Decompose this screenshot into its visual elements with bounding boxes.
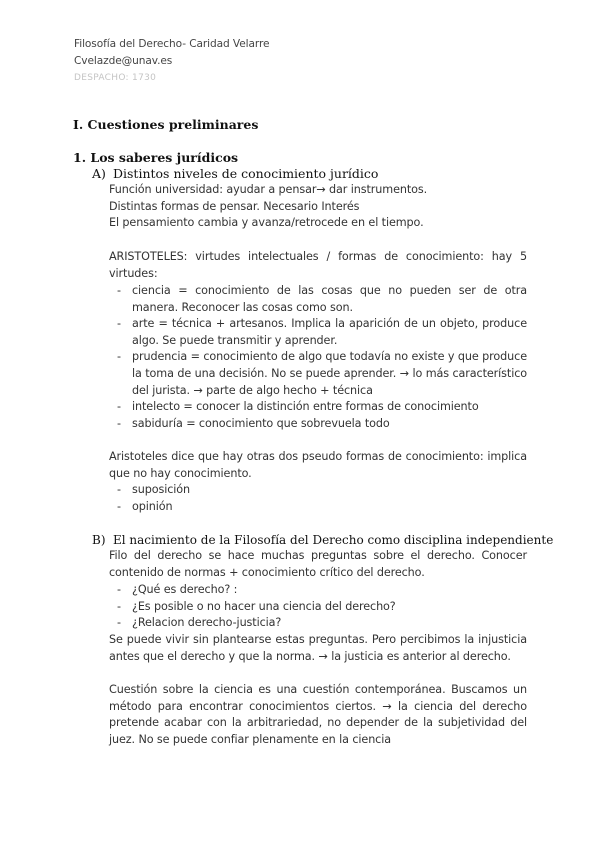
list-item — [109, 599, 489, 616]
paragraph-ciencia: Cuestión sobre la ciencia es una cuestión contemporánea. Buscamos un método para encontrar conocimientos ciertos. → la ciencia del derecho pretende acabar con la arbitrariedad, no depender de la subjetividad del juez. No se puede confiar plenamente en la ciencia — [109, 683, 527, 746]
virtue-ciencia: - ciencia = conocimiento de las cosas que no pueden ser de otra manera. Reconocer las cosas como son. — [132, 284, 527, 314]
pseudo-suposicion: - suposición — [132, 483, 190, 496]
virtues-list — [109, 283, 527, 432]
question-derecho: - ¿Qué es derecho? : — [132, 583, 238, 596]
question-justicia: - ¿Relacion derecho-justicia? — [132, 616, 282, 630]
pseudo-opinion: - opinión — [132, 499, 173, 513]
section-title: I. Cuestiones preliminares — [73, 117, 259, 132]
part-a-heading — [92, 166, 378, 181]
list-item — [109, 615, 489, 632]
text-line: Distintas formas de pensar. Necesario Interés — [109, 199, 360, 213]
list-item — [109, 349, 527, 399]
list-item — [109, 416, 527, 433]
virtue-intelecto: - intelecto = conocer la distinción entre formas de conocimiento — [132, 400, 479, 414]
subsection-title: 1. Los saberes jurídicos — [73, 150, 239, 165]
part-b-label: B) — [92, 533, 106, 547]
paragraph-injusticia: Se puede vivir sin plantearse estas preguntas. Pero percibimos la injusticia antes que el derecho y que la norma. → la justicia es anterior al derecho. — [109, 633, 527, 663]
text-line: El pensamiento cambia y avanza/retrocede en el tiempo. — [109, 216, 424, 230]
list-item — [109, 399, 527, 416]
pseudo-intro: Aristoteles dice que hay otras dos pseudo formas de conocimiento: implica que no hay conocimiento. — [109, 450, 527, 480]
virtue-prudencia: - prudencia = conocimiento de algo que todavía no existe y que produce la toma de una decisión. No se puede aprender. → lo más característico del jurista. → parte de algo hecho + técnica — [132, 350, 527, 397]
part-a-label: A) — [92, 166, 106, 181]
questions-list — [109, 582, 489, 632]
virtue-sabiduria: - sabiduría = conocimiento que sobrevuela todo — [132, 416, 390, 430]
part-b-heading — [92, 533, 554, 547]
list-item — [109, 316, 527, 349]
part-b-title: El nacimiento de la Filosofía del Derecho como disciplina independiente — [113, 533, 554, 547]
office-number: DESPACHO: 1730 — [74, 73, 157, 83]
question-ciencia: - ¿Es posible o no hacer una ciencia del derecho? — [132, 599, 396, 613]
text-line: Función universidad: ayudar a pensar→ dar instrumentos. — [109, 183, 428, 196]
list-item — [109, 499, 409, 516]
part-b-intro: Filo del derecho se hace muchas preguntas sobre el derecho. Conocer contenido de normas + conocimiento crítico del derecho. — [109, 549, 527, 579]
virtue-arte: - arte = técnica + artesanos. Implica la aparición de un objeto, produce algo. Se puede transmitir y aprender. — [132, 317, 527, 347]
course-title: Filosofía del Derecho- Caridad Velarre — [74, 38, 270, 50]
part-a-lines — [109, 182, 529, 232]
professor-email: Cvelazde@unav.es — [74, 55, 173, 67]
aristoteles-intro: ARISTOTELES: virtudes intelectuales / formas de conocimiento: hay 5 virtudes: — [109, 250, 527, 280]
pseudo-list — [109, 482, 409, 515]
list-item — [109, 482, 409, 499]
list-item — [109, 582, 489, 599]
part-a-title: Distintos niveles de conocimiento jurídico — [113, 166, 379, 181]
list-item — [109, 283, 527, 316]
